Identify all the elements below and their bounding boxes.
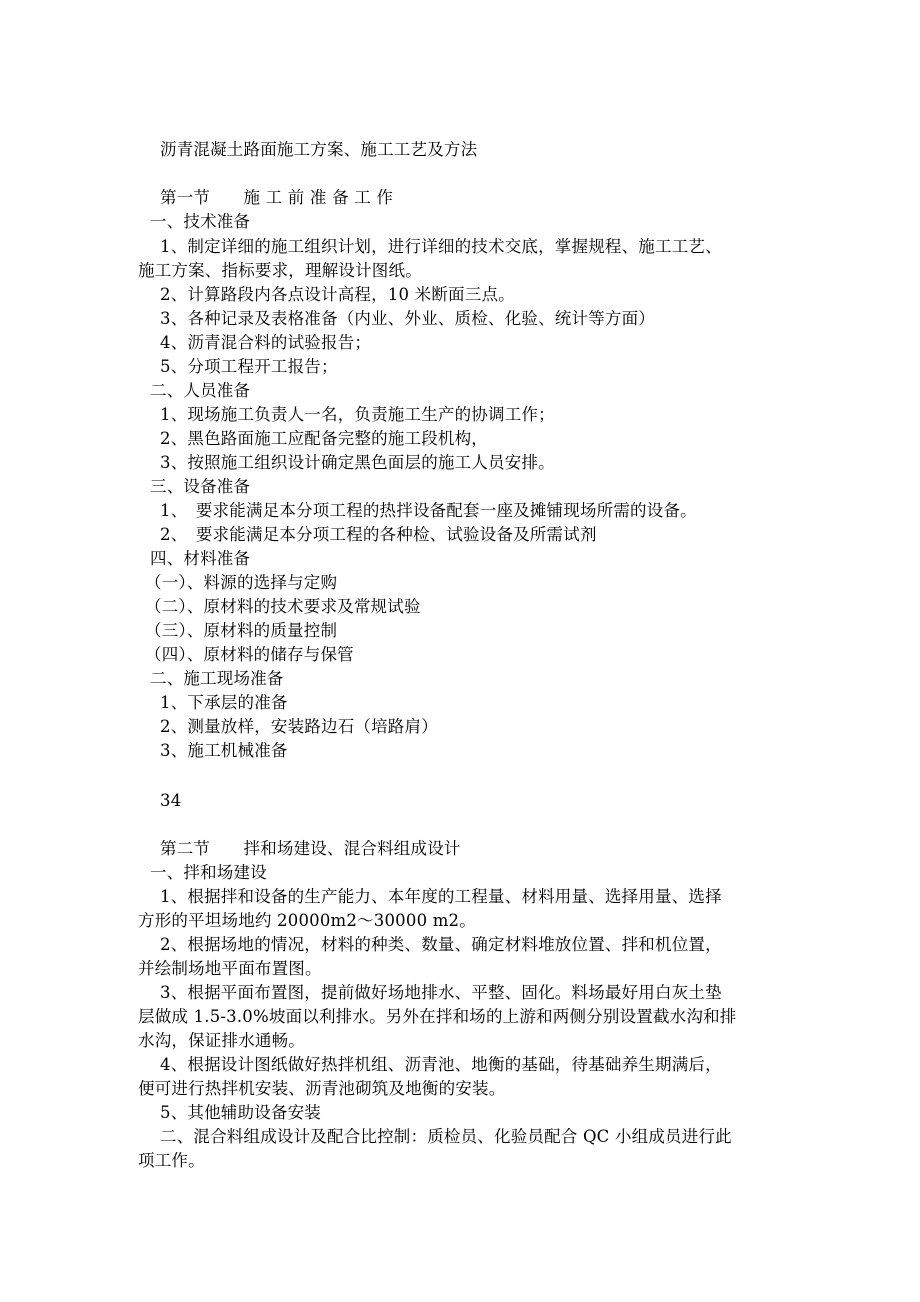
paragraph-line: 并绘制场地平面布置图。 [138, 959, 322, 978]
paragraph-line: 1、制定详细的施工组织计划，进行详细的技术交底，掌握规程、施工工艺、 [160, 237, 722, 256]
subsection-title: 三、设备准备 [150, 477, 251, 496]
subsection-title: 一、技术准备 [150, 212, 251, 231]
paragraph-line: 施工方案、指标要求，理解设计图纸。 [138, 261, 422, 280]
paragraph-line: 1、 要求能满足本分项工程的热拌设备配套一座及摊铺现场所需的设备。 [160, 501, 697, 520]
page-number: 34 [160, 791, 182, 810]
paragraph-line: 2、根据场地的情况，材料的种类、数量、确定材料堆放位置、拌和机位置， [160, 935, 722, 954]
paragraph-line: 2、 要求能满足本分项工程的各种检、试验设备及所需试剂 [160, 525, 597, 544]
paragraph-line: 5、分项工程开工报告； [160, 357, 338, 376]
paragraph-line: 4、沥青混合料的试验报告； [160, 333, 372, 352]
paragraph-line: 二、混合料组成设计及配合比控制：质检员、化验员配合 QC 小组成员进行此 [160, 1127, 732, 1146]
subsection-title: 四、材料准备 [150, 549, 251, 568]
subsection-title: 二、施工现场准备 [150, 669, 284, 688]
paragraph-line: 2、计算路段内各点设计高程，10 米断面三点。 [160, 285, 515, 304]
paragraph-line: 项工作。 [138, 1151, 205, 1170]
paragraph-line: （四）、原材料的储存与保管 [145, 645, 354, 664]
paragraph-line: 水沟，保证排水通畅。 [138, 1031, 305, 1050]
paragraph-line: （二）、原材料的技术要求及常规试验 [145, 597, 421, 616]
subsection-title: 二、人员准备 [150, 381, 251, 400]
paragraph-line: 3、按照施工组织设计确定黑色面层的施工人员安排。 [160, 453, 555, 472]
paragraph-line: 便可进行热拌机安装、沥青池砌筑及地衡的安装。 [138, 1079, 506, 1098]
paragraph-line: 1、下承层的准备 [160, 693, 288, 712]
subsection-title: 一、拌和场建设 [150, 863, 267, 882]
paragraph-line: 层做成 1.5-3.0%坡面以利排水。另外在拌和场的上游和两侧分别设置截水沟和排 [138, 1007, 737, 1026]
section-heading-1: 第一节 施 工 前 准 备 工 作 [160, 188, 394, 207]
paragraph-line: 2、黑色路面施工应配备完整的施工段机构， [160, 429, 488, 448]
paragraph-line: 方形的平坦场地约 20000m2～30000 m2。 [138, 911, 476, 930]
paragraph-line: （三）、原材料的质量控制 [145, 621, 338, 640]
paragraph-line: 4、根据设计图纸做好热拌机组、沥青池、地衡的基础，待基础养生期满后， [160, 1055, 722, 1074]
section-heading-2: 第二节 拌和场建设、混合料组成设计 [160, 839, 461, 858]
paragraph-line: 3、施工机械准备 [160, 741, 288, 760]
paragraph-line: 3、各种记录及表格准备（内业、外业、质检、化验、统计等方面） [160, 309, 655, 328]
paragraph-line: 1、现场施工负责人一名，负责施工生产的协调工作； [160, 405, 555, 424]
paragraph-line: 3、根据平面布置图，提前做好场地排水、平整、固化。料场最好用白灰土垫 [160, 983, 722, 1002]
document-title: 沥青混凝土路面施工方案、施工工艺及方法 [160, 140, 478, 159]
paragraph-line: 2、测量放样，安装路边石（培路肩） [160, 717, 438, 736]
paragraph-line: （一）、料源的选择与定购 [145, 573, 338, 592]
paragraph-line: 5、其他辅助设备安装 [160, 1103, 321, 1122]
paragraph-line: 1、根据拌和设备的生产能力、本年度的工程量、材料用量、选择用量、选择 [160, 887, 722, 906]
